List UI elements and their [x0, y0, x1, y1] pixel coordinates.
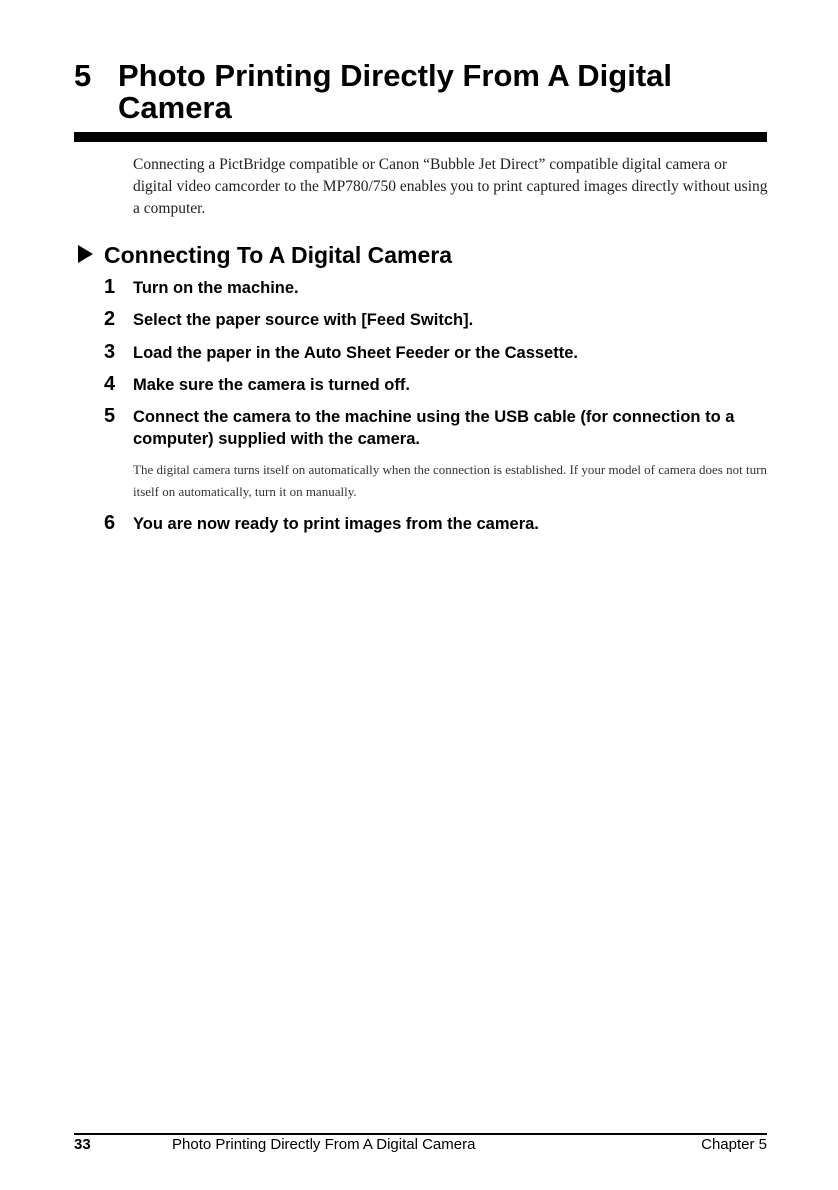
- chapter-label: Chapter 5: [701, 1136, 767, 1153]
- section-heading-text: Connecting To A Digital Camera: [104, 242, 453, 268]
- step-number: 5: [104, 405, 116, 427]
- intro-paragraph: Connecting a PictBridge compatible or Canon “Bubble Jet Direct” compatible digital camera or digital video camcorder to the MP780/750 enables you to print captured images directly without using a computer.: [133, 156, 768, 217]
- step-text: Turn on the machine.: [133, 279, 299, 297]
- title-divider: [74, 132, 767, 142]
- running-title: Photo Printing Directly From A Digital Camera: [172, 1136, 476, 1153]
- step-text: Load the paper in the Auto Sheet Feeder or the Cassette.: [133, 344, 578, 362]
- footer-divider: [74, 1133, 767, 1135]
- triangle-bullet-icon: [78, 245, 93, 263]
- step-number: 6: [104, 512, 116, 534]
- step-number: 1: [104, 276, 116, 298]
- step-number: 2: [104, 308, 116, 330]
- step-text: Select the paper source with [Feed Switch].: [133, 311, 474, 329]
- step-note: The digital camera turns itself on automatically when the connection is established. If your model of camera does not turn itself on automatically, turn it on manually.: [133, 462, 767, 499]
- chapter-title-text: Photo Printing Directly From A Digital Camera: [118, 58, 673, 125]
- step-text: You are now ready to print images from the camera.: [133, 515, 539, 533]
- step-number: 4: [104, 373, 116, 395]
- step-text: Make sure the camera is turned off.: [133, 376, 410, 394]
- step-text: Connect the camera to the machine using the USB cable (for connection to a computer) supplied with the camera.: [133, 408, 735, 448]
- page-number: 33: [74, 1136, 91, 1153]
- step-number: 3: [104, 341, 116, 363]
- chapter-number: 5: [74, 58, 92, 93]
